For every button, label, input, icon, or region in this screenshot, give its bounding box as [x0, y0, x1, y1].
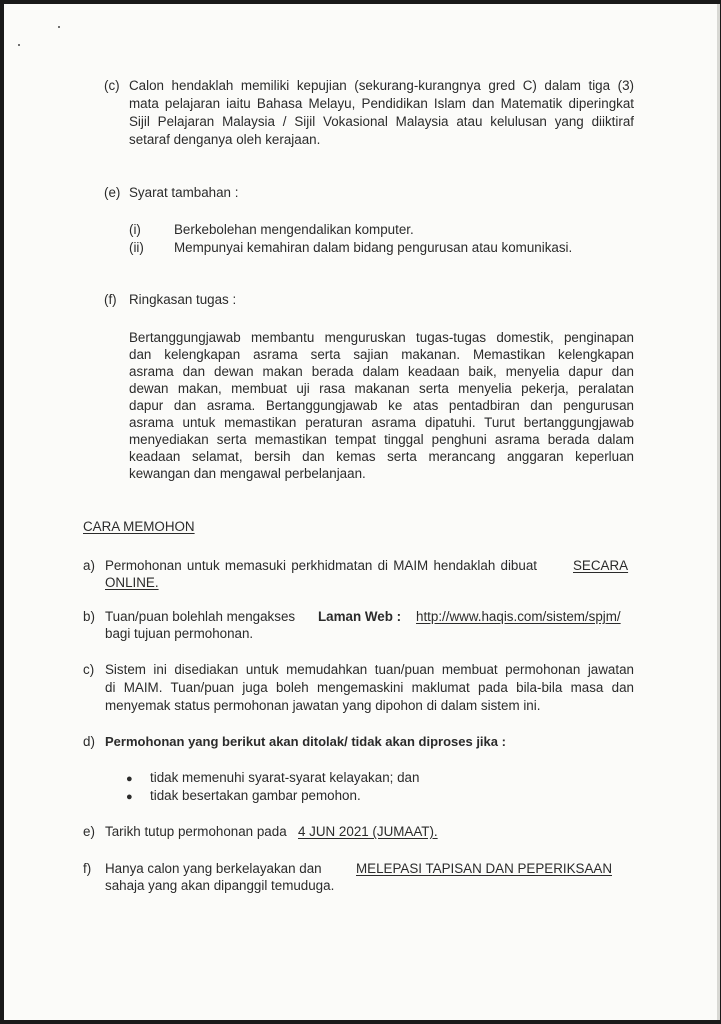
item-number: (i) — [129, 222, 141, 237]
cara-e-label: e) — [83, 824, 95, 839]
cara-b-line2: bagi tujuan permohonan. — [105, 626, 254, 641]
bullet-text: tidak besertakan gambar pemohon. — [150, 788, 361, 803]
cara-c-line: Sistem ini disediakan untuk memudahkan tuan/puan membuat permohonan jawatan — [105, 662, 634, 677]
item-text: Mempunyai kemahiran dalam bidang pengurusan atau komunikasi. — [174, 240, 573, 255]
cara-c-line: di MAIM. Tuan/puan juga boleh mengemaskini maklumat pada bila-bila masa dan — [105, 680, 634, 695]
section-e-heading: Syarat tambahan : — [129, 185, 239, 200]
section-c-line: Calon hendaklah memiliki kepujian (sekurang-kurangnya gred C) dalam tiga (3) — [129, 78, 634, 93]
duty-line: keadaan selamat, bersih dan kemas serta merancang anggaran keperluan — [129, 449, 634, 464]
cara-heading: CARA MEMOHON — [83, 519, 195, 534]
section-c-line: Sijil Pelajaran Malaysia / Sijil Vokasional Malaysia atau kelulusan yang diiktiraf — [129, 114, 634, 129]
item-number: (ii) — [129, 240, 144, 255]
section-f-heading: Ringkasan tugas : — [129, 292, 237, 307]
bullet-icon: ● — [126, 773, 133, 785]
scan-speck — [18, 44, 20, 46]
duty-line: dapur dan asrama. Bertanggungjawab ke atas pentadbiran dan pengurusan — [129, 398, 634, 413]
bullet-text: tidak memenuhi syarat-syarat kelayakan; dan — [150, 770, 420, 785]
cara-b-label: b) — [83, 609, 95, 624]
document-page — [4, 4, 720, 1020]
duty-line: asrama untuk memastikan peraturan asrama dipatuhi. Turut bertanggungjawab — [129, 415, 634, 430]
section-c-line: setaraf denganya oleh kerajaan. — [129, 132, 321, 147]
cara-c-line: menyemak status permohonan jawatan yang dipohon di dalam sistem ini. — [105, 698, 541, 713]
cara-d-text: Permohonan yang berikut akan ditolak/ tidak akan diproses jika : — [105, 734, 506, 749]
cara-b-text: Tuan/puan bolehlah mengakses — [105, 609, 296, 624]
bullet-icon: ● — [126, 791, 133, 803]
cara-a-text: Permohonan untuk memasuki perkhidmatan di MAIM hendaklah dibuat — [105, 558, 537, 573]
cara-b-bold: Laman Web : — [318, 609, 402, 624]
cara-a-label: a) — [83, 558, 95, 573]
website-link[interactable]: http://www.haqis.com/sistem/spjm/ — [416, 609, 621, 624]
cara-f-line2: sahaja yang akan dipanggil temuduga. — [105, 878, 335, 893]
duty-line: menyediakan serta memastikan tempat tinggal penghuni asrama berada dalam — [129, 432, 634, 447]
cara-a-secara: SECARA — [573, 558, 629, 573]
cara-a-online: ONLINE. — [105, 575, 159, 590]
duty-line: asrama dan dewan makan berada dalam keadaan baik, menyelia dapur dan — [129, 364, 634, 379]
duty-line: dewan makan, membuat uji rasa makanan serta menyelia pekerja, peralatan — [129, 381, 634, 396]
closing-date: 4 JUN 2021 (JUMAAT). — [298, 824, 438, 839]
section-c-line: mata pelajaran iaitu Bahasa Melayu, Pendidikan Islam dan Matematik diperingkat — [129, 96, 634, 111]
cara-f-text: Hanya calon yang berkelayakan dan — [105, 861, 322, 876]
cara-d-label: d) — [83, 734, 95, 749]
cara-f-label: f) — [83, 861, 92, 876]
section-e-label: (e) — [104, 185, 121, 200]
duty-line: dan kelengkapan asrama serta sajian makanan. Memastikan kelengkapan — [129, 347, 634, 362]
scan-speck — [58, 26, 60, 28]
cara-f-underlined: MELEPASI TAPISAN DAN PEPERIKSAAN — [356, 861, 612, 876]
duty-line: kewangan dan mengawal perbelanjaan. — [129, 466, 366, 481]
section-f-label: (f) — [104, 292, 117, 307]
section-c-label: (c) — [104, 78, 120, 93]
cara-c-label: c) — [83, 662, 95, 677]
duty-line: Bertanggungjawab membantu menguruskan tugas-tugas domestik, penginapan — [129, 330, 634, 345]
item-text: Berkebolehan mengendalikan komputer. — [174, 222, 414, 237]
cara-e-text: Tarikh tutup permohonan pada — [105, 824, 287, 839]
